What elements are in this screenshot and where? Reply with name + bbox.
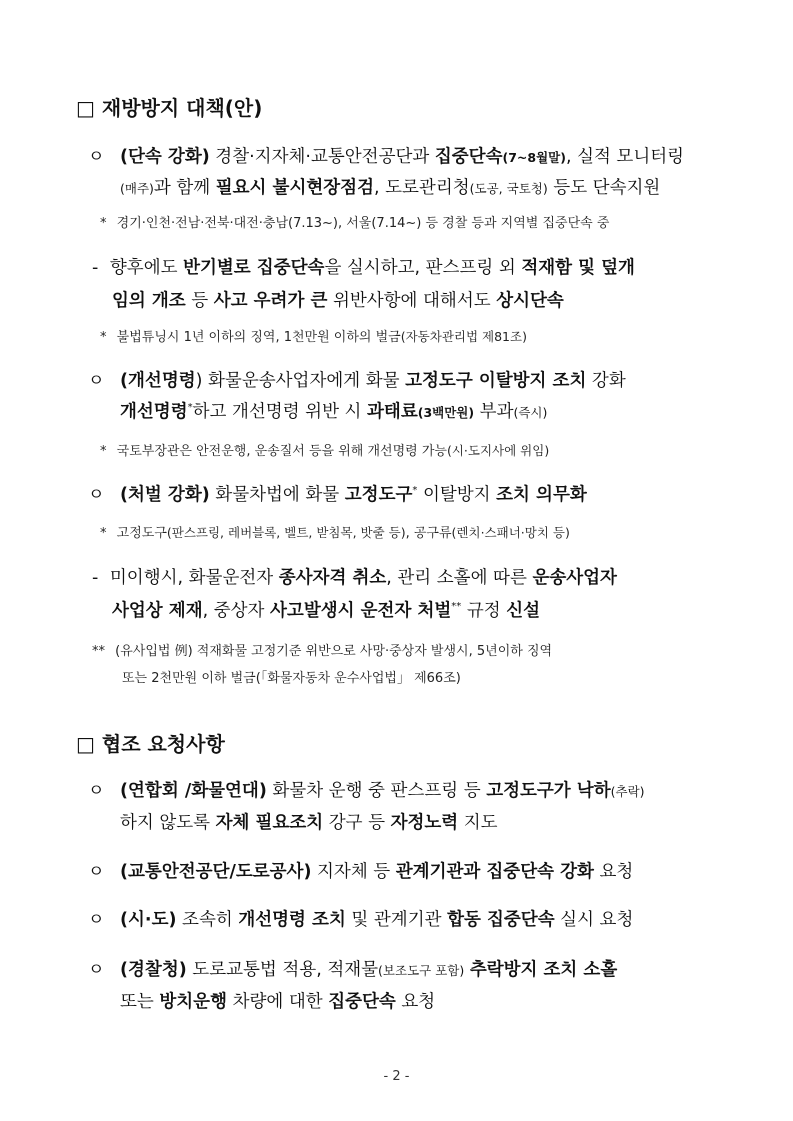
page-number: - 2 -: [383, 1069, 410, 1084]
note-regional-enforcement: * 경기·인천·전남·전북·대전·충남(7.13~), 서울(7.14~) 등 경찰 등과 지역별 집중단속 중: [100, 216, 610, 231]
section-title: 협조 요청사항: [101, 732, 225, 756]
coop-item-provinces: ㅇ (시·도) 조속히 개선명령 조치 및 관계기관 합동 집중단속 실시 요청: [88, 910, 634, 930]
circle-bullet-icon: ㅇ: [88, 781, 105, 801]
circle-bullet-icon: ㅇ: [88, 910, 105, 930]
note-similar-legislation-line2: 또는 2천만원 이하 벌금(「화물자동차 운수사업법」 제66조): [122, 671, 461, 686]
section-heading-cooperation: [76, 728, 225, 757]
note-illegal-tuning: * 불법튜닝시 1년 이하의 징역, 1천만원 이하의 벌금(자동차관리법 제81조): [100, 329, 527, 345]
item-enforcement-line2: (매주)과 함께 필요시 불시현장점검, 도로관리청(도공, 국토청) 등도 단속지원: [120, 178, 661, 198]
asterisk-mark: *: [100, 216, 107, 231]
circle-bullet-icon: ㅇ: [88, 960, 105, 980]
dash-future-line2: 임의 개조 등 사고 우려가 큰 위반사항에 대해서도 상시단속: [112, 291, 564, 311]
note-similar-legislation: ** (유사입법 例) 적재화물 고정기준 위반으로 사망·중상자 발생시, 5년이하 징역: [92, 644, 553, 659]
dash-noncompliance-line2: 사업상 제재, 중상자 사고발생시 운전자 처벌** 규정 신설: [112, 601, 541, 621]
coop-item-association-line1: ㅇ (연합회 /화물연대) 화물차 운행 중 판스프링 등 고정도구가 낙하(추락): [88, 781, 645, 801]
section-heading-prevention: [76, 92, 262, 121]
coop-item-traffic-safety: ㅇ (교통안전공단/도로공사) 지자체 등 관계기관과 집중단속 강화 요청: [88, 862, 634, 882]
coop-item-police-line1: ㅇ (경찰청) 도로교통법 적용, 적재물(보조도구 포함) 추락방지 조치 소홀: [88, 960, 618, 980]
item-improvement-order-line1: ㅇ (개선명령) 화물운송사업자에게 화물 고정도구 이탈방지 조치 강화: [88, 371, 626, 391]
coop-item-police-line2: 또는 방치운행 차량에 대한 집중단속 요청: [120, 992, 436, 1012]
dash-mark: -: [92, 258, 99, 278]
section-title: 재방방지 대책(안): [101, 96, 263, 120]
circle-bullet-icon: ㅇ: [88, 862, 105, 882]
dash-mark: -: [92, 568, 99, 588]
note-minister-authority: * 국토부장관은 안전운행, 운송질서 등을 위해 개선명령 가능(시·도지사에 위임): [100, 443, 550, 459]
square-bullet-icon: □: [76, 732, 95, 756]
item-label: (단속 강화): [120, 147, 210, 167]
circle-bullet-icon: ㅇ: [88, 147, 105, 167]
note-fixing-tools: * 고정도구(판스프링, 레버블록, 벨트, 받침목, 밧줄 등), 공구류(렌치·스패너·망치 등): [100, 525, 570, 541]
circle-bullet-icon: ㅇ: [88, 485, 105, 505]
item-penalty-line1: ㅇ (처벌 강화) 화물차법에 화물 고정도구* 이탈방지 조치 의무화: [88, 485, 587, 505]
item-improvement-order-line2: 개선명령*하고 개선명령 위반 시 과태료(3백만원) 부과(즉시): [120, 402, 548, 422]
circle-bullet-icon: ㅇ: [88, 371, 105, 391]
coop-item-association-line2: 하지 않도록 자체 필요조치 강구 등 자정노력 지도: [120, 813, 498, 833]
dash-noncompliance-line1: - 미이행시, 화물운전자 종사자격 취소, 관리 소홀에 따른 운송사업자: [92, 568, 617, 588]
item-enforcement-line1: ㅇ (단속 강화) 경찰·지자체·교통안전공단과 집중단속(7~8월말), 실적 모니터링: [88, 147, 685, 167]
dash-future-line1: - 향후에도 반기별로 집중단속을 실시하고, 판스프링 외 적재함 및 덮개: [92, 258, 635, 278]
square-bullet-icon: □: [76, 96, 95, 120]
